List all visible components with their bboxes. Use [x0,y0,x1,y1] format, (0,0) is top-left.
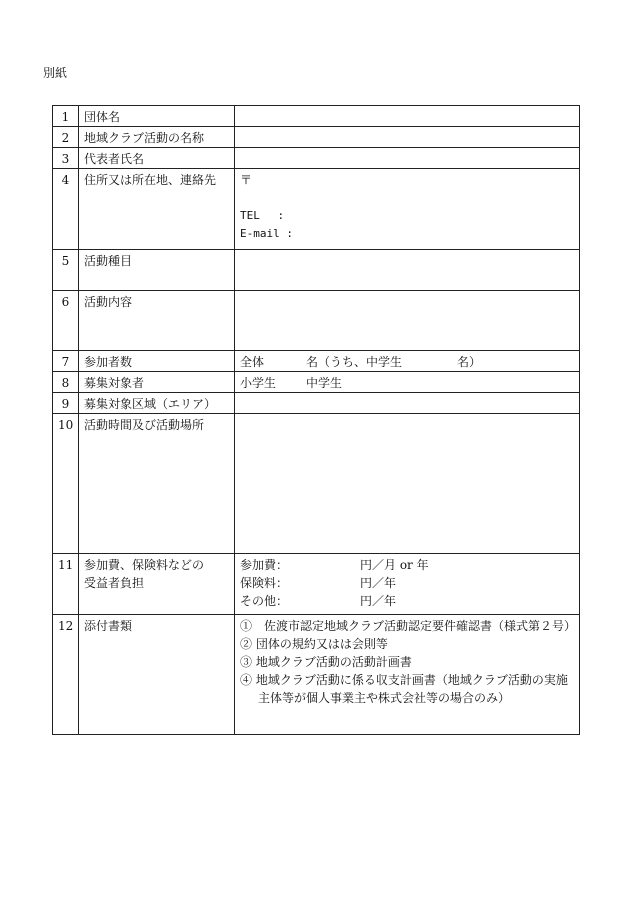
email-label: E-mail : [240,227,293,240]
attachment-item: ④ 地域クラブ活動に係る収支計画書（地域クラブ活動の実施主体等が個人事業主や株式会社等の場合のみ） [240,673,568,705]
row-time-place [53,414,580,554]
attachment-item: ② 団体の規約又はは会則等 [240,637,388,651]
option-junior-high[interactable]: 中学生 [306,376,343,390]
row-area [53,393,580,414]
club-name-field[interactable] [235,127,580,148]
time-place-field[interactable] [235,414,580,554]
row-group-name [53,106,580,127]
address-contact-field[interactable] [235,169,580,250]
participants-total-label: 全体 [240,355,265,369]
activity-content-field[interactable] [235,291,580,351]
row-number: 7 [53,351,79,372]
field-label: 添付書類 [79,615,235,735]
field-label: 活動内容 [79,291,235,351]
representative-name-field[interactable] [235,148,580,169]
participants-field[interactable] [235,351,580,372]
attachment-heading: 別紙 [43,66,68,80]
postal-mark: 〒 [240,173,253,187]
area-field[interactable] [235,393,580,414]
field-label: 募集対象区域（エリア） [79,393,235,414]
fee-participation: 参加費： 円／月 or 年 [240,558,429,572]
row-number: 3 [53,148,79,169]
tel-label: TEL : [240,209,285,222]
row-number: 2 [53,127,79,148]
row-club-name [53,127,580,148]
application-form-table [52,105,580,735]
row-number: 8 [53,372,79,393]
field-label: 活動時間及び活動場所 [79,414,235,554]
participants-mei-close: 名） [457,355,482,369]
field-label: 募集対象者 [79,372,235,393]
row-target [53,372,580,393]
field-label: 代表者氏名 [79,148,235,169]
row-address-contact [53,169,580,250]
field-label: 地域クラブ活動の名称 [79,127,235,148]
row-attachments [53,615,580,735]
field-label: 活動種目 [79,250,235,291]
field-label: 住所又は所在地、連絡先 [79,169,235,250]
row-number: 10 [53,414,79,554]
row-number: 9 [53,393,79,414]
field-label: 参加者数 [79,351,235,372]
activity-type-field[interactable] [235,250,580,291]
group-name-field[interactable] [235,106,580,127]
row-number: 6 [53,291,79,351]
row-activity-content [53,291,580,351]
row-number: 11 [53,554,79,615]
participants-mei-label: 名（うち、中学生 [306,355,403,369]
attachment-item: ③ 地域クラブ活動の活動計画書 [240,655,412,669]
option-elementary[interactable]: 小学生 [240,376,277,390]
row-activity-type [53,250,580,291]
row-fees [53,554,580,615]
row-number: 4 [53,169,79,250]
attachment-item: ① 佐渡市認定地域クラブ活動認定要件確認書（様式第２号） [240,619,577,633]
fee-insurance: 保険料： 円／年 [240,576,397,590]
fee-other: その他： 円／年 [240,594,397,608]
row-number: 1 [53,106,79,127]
field-label: 参加費、保険料などの 受益者負担 [79,554,235,615]
row-number: 5 [53,250,79,291]
row-participants [53,351,580,372]
target-field[interactable] [235,372,580,393]
field-label: 団体名 [79,106,235,127]
row-representative [53,148,580,169]
attachments-field [235,615,580,735]
row-number: 12 [53,615,79,735]
fees-field[interactable] [235,554,580,615]
